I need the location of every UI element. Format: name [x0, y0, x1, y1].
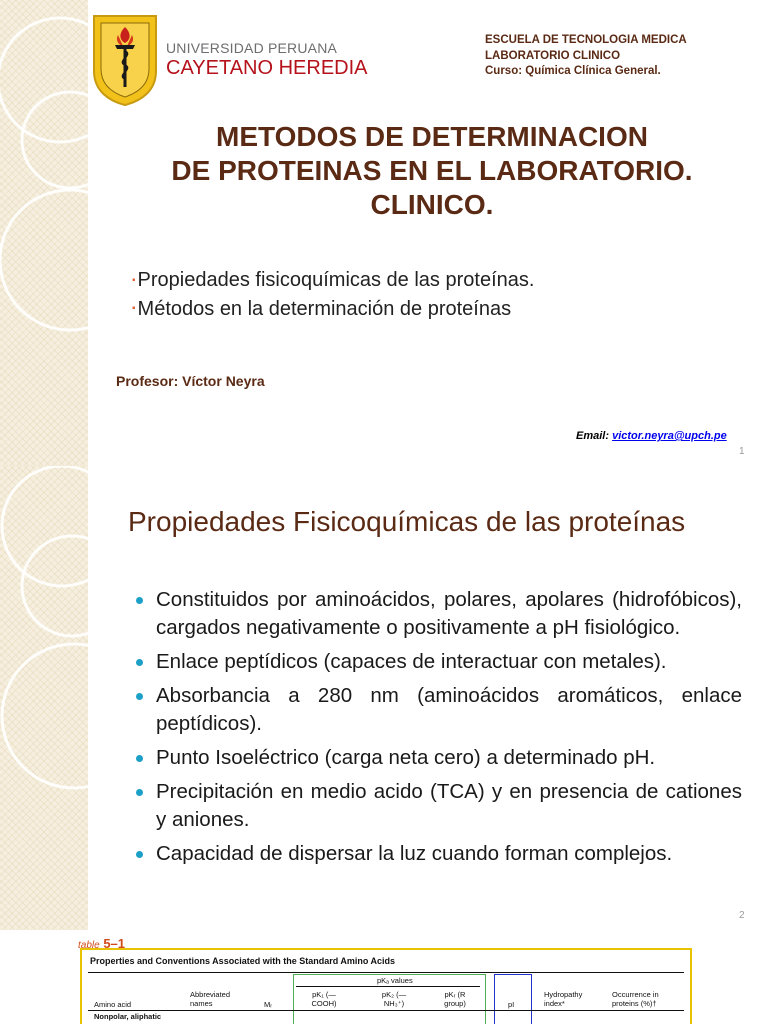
col-amino-acid: Amino acid [94, 1000, 132, 1009]
slide-heading: Propiedades Fisicoquímicas de las proteínas [128, 506, 686, 537]
professor-name: Profesor: Víctor Neyra [116, 373, 265, 389]
col-pi: pI [508, 1000, 515, 1009]
topic-item [132, 295, 534, 324]
table-rule [88, 1010, 684, 1011]
amino-acid-table [80, 948, 692, 1024]
list-item-text: Punto Isoeléctrico (carga neta cero) a determinado pH. [156, 746, 656, 769]
list-item [134, 682, 742, 738]
bullet-dot-icon [136, 597, 143, 604]
bullet-dot-icon [136, 659, 143, 666]
table-word: table [78, 940, 100, 951]
pi-highlight [494, 974, 532, 1024]
university-name-line1: UNIVERSIDAD PERUANA [166, 40, 338, 56]
email-label: Email: [576, 430, 610, 442]
square-bullet-icon: ▪ [132, 274, 136, 286]
slide-title [120, 120, 744, 222]
university-name-line2: CAYETANO HEREDIA [166, 57, 368, 79]
school-line: LABORATORIO CLINICO [485, 49, 621, 62]
col-hydropathy: Hydropathy index* [544, 990, 583, 1008]
list-item-text: Enlace peptídicos (capaces de interactuar con metales). [156, 650, 667, 673]
table-rule [296, 986, 480, 987]
list-item [134, 586, 742, 642]
list-item-text: Capacidad de dispersar la luz cuando forman complejos. [156, 842, 673, 865]
topic-item [132, 266, 534, 295]
col-pk1: pK₁ (—COOH) [311, 990, 337, 1008]
col-occurrence: Occurrence in proteins (%)† [612, 990, 659, 1008]
email-link[interactable]: victor.neyra@upch.pe [612, 430, 727, 442]
title-line: DE PROTEINAS EN EL LABORATORIO. [171, 155, 693, 186]
square-bullet-icon: ▪ [132, 303, 136, 315]
bullet-dot-icon [136, 693, 143, 700]
topic-text: Métodos en la determinación de proteínas [137, 297, 512, 320]
list-item [134, 840, 742, 868]
list-item [134, 744, 742, 772]
list-item-text: Absorbancia a 280 nm (aminoácidos aromáticos, enlace peptídicos). [156, 684, 742, 735]
list-item [134, 648, 742, 676]
slide-1 [0, 0, 768, 466]
topic-text: Propiedades fisicoquímicas de las proteínas. [137, 269, 535, 291]
course-line: Curso: Química Clínica General. [485, 65, 661, 77]
col-pk2: pK₂ (—NH₃⁺) [381, 990, 407, 1008]
title-line: METODOS DE DETERMINACION [216, 121, 648, 152]
pk-group-header: pKₐ values [377, 976, 413, 985]
email-line [576, 430, 727, 442]
page-number: 2 [739, 910, 745, 921]
decorative-side-strip [0, 466, 88, 930]
slide-3 [0, 930, 768, 1024]
bullet-dot-icon [136, 789, 143, 796]
properties-list [134, 586, 742, 874]
col-mr: Mᵣ [264, 1000, 273, 1009]
page-number: 1 [739, 446, 745, 457]
col-abbreviated-names: Abbreviated names [190, 990, 231, 1008]
list-item-text: Precipitación en medio acido (TCA) y en presencia de cationes y aniones. [156, 780, 742, 831]
topic-list [132, 266, 534, 323]
list-item-text: Constituidos por aminoácidos, polares, apolares (hidrofóbicos), cargados negativamente o positivamente a pH fisiológico. [156, 588, 742, 639]
bullet-dot-icon [136, 851, 143, 858]
title-line: CLINICO. [370, 189, 494, 220]
col-pkr: pKᵣ (R group) [444, 990, 466, 1008]
table-heading: Properties and Conventions Associated with the Standard Amino Acids [90, 956, 396, 966]
decorative-side-strip [0, 0, 88, 466]
school-header [485, 33, 687, 80]
bullet-dot-icon [136, 755, 143, 762]
list-item [134, 778, 742, 834]
university-seal-logo [91, 13, 159, 107]
school-line: ESCUELA DE TECNOLOGIA MEDICA [485, 34, 687, 46]
table-number: 5–1 [103, 936, 126, 951]
table-rule [88, 972, 684, 973]
slide-2 [0, 466, 768, 930]
row-group-label: Nonpolar, aliphatic [94, 1012, 162, 1021]
